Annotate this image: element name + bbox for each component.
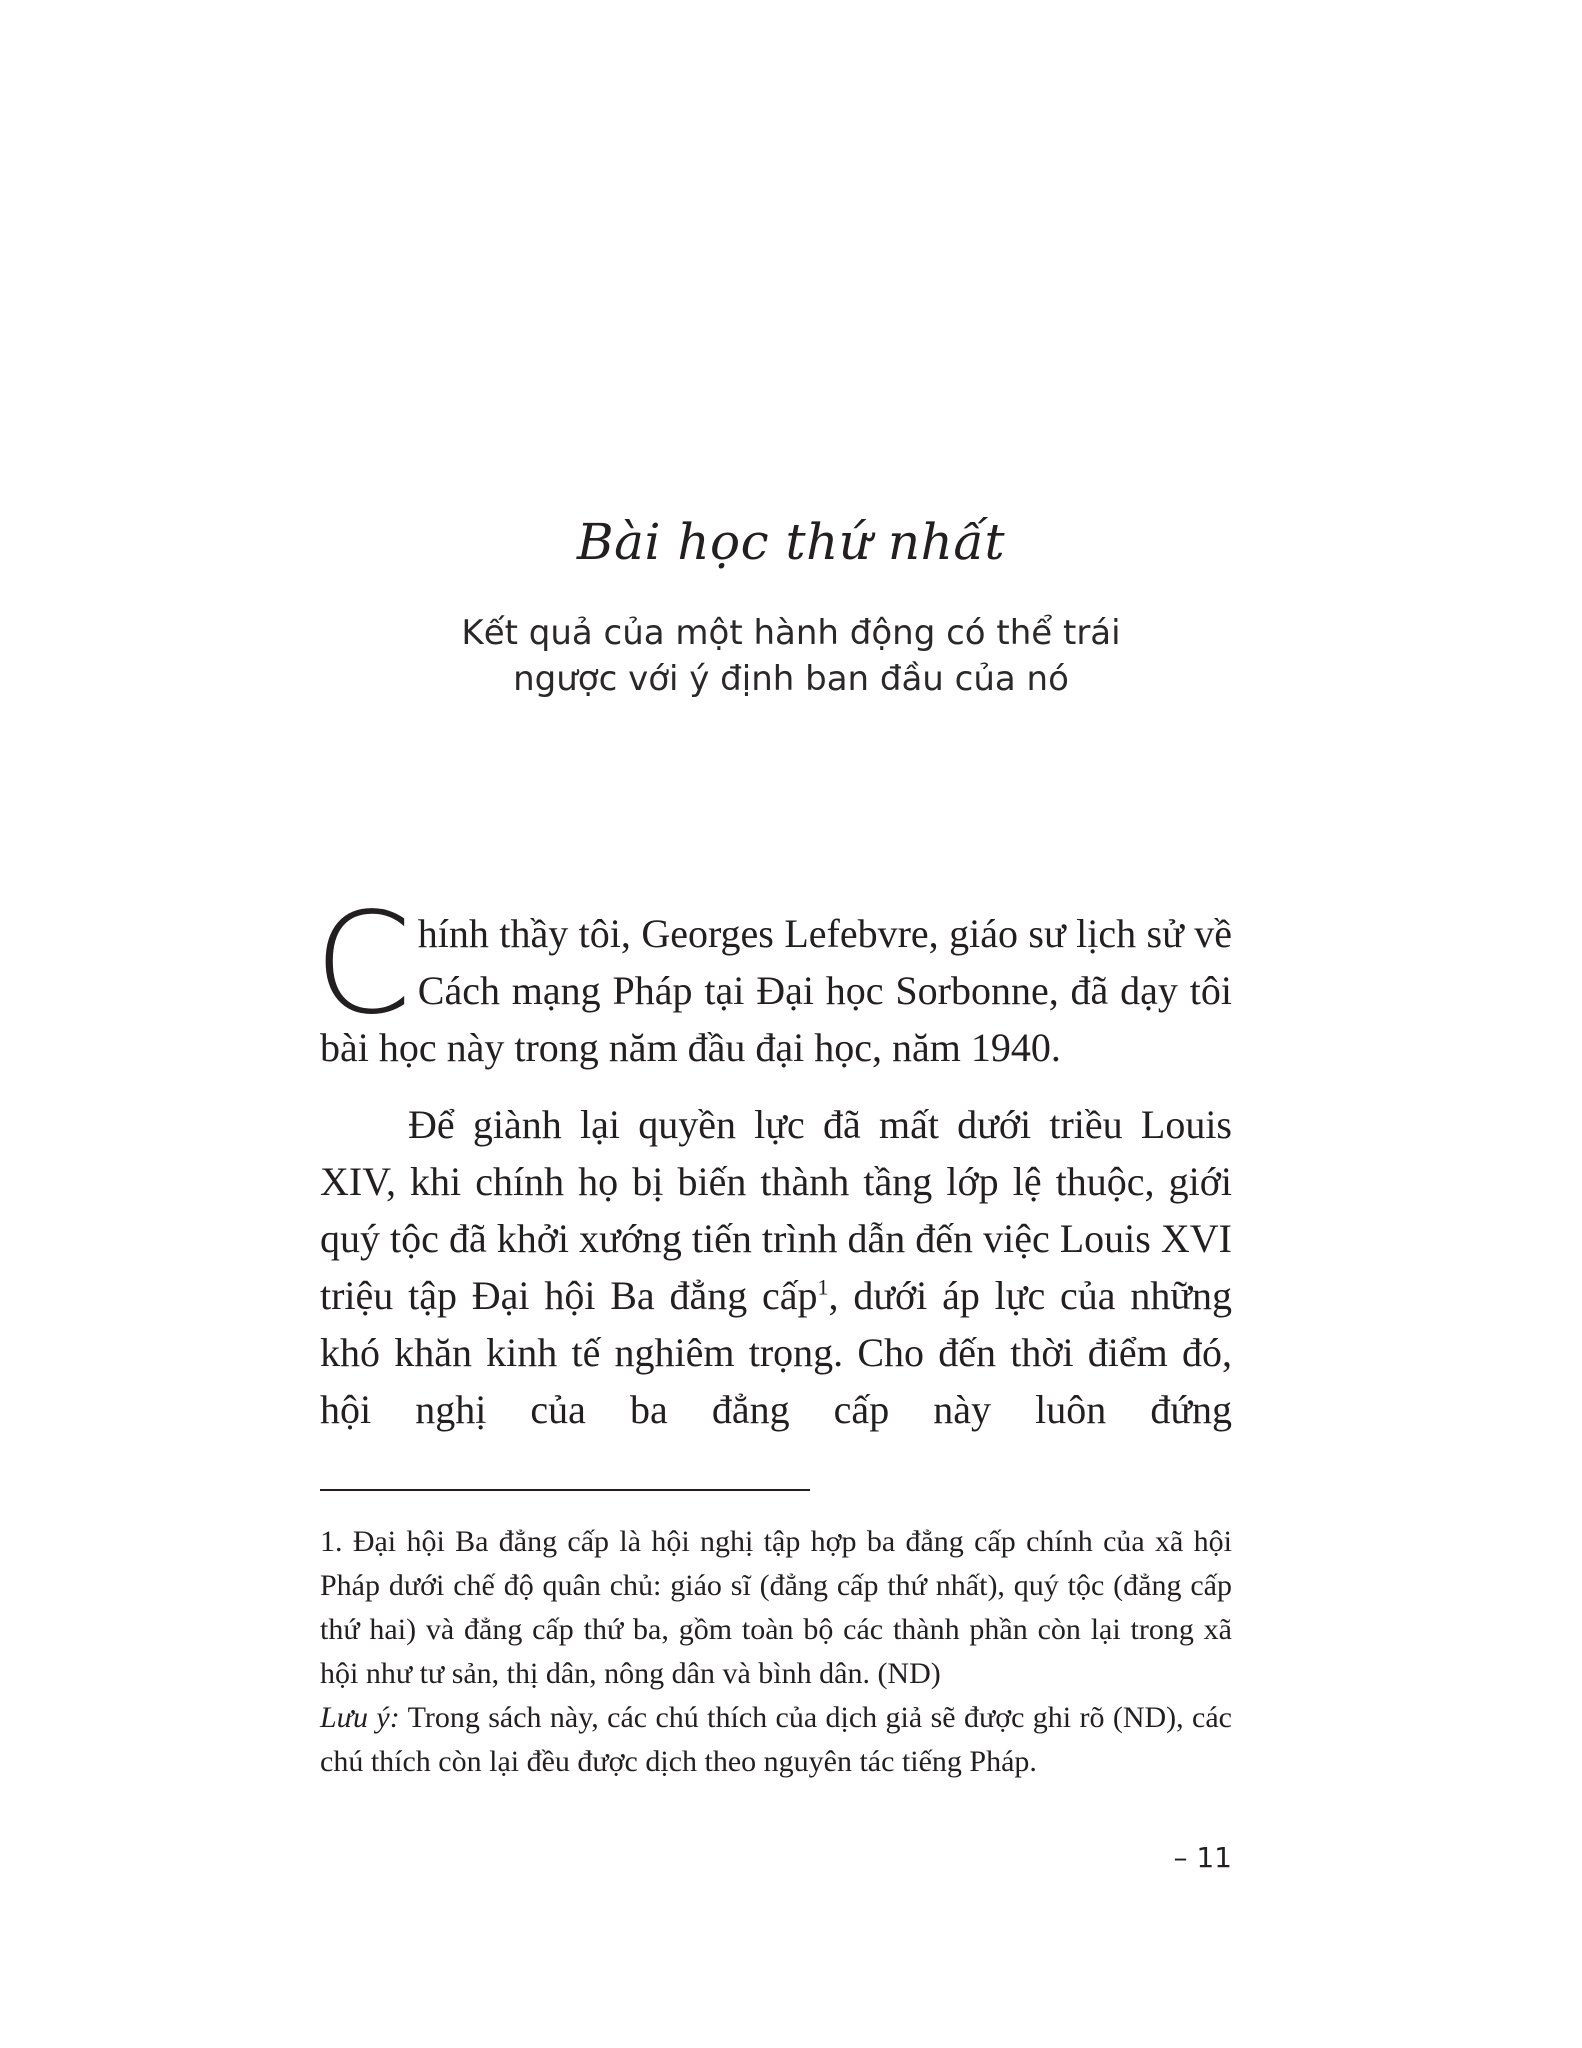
paragraph-1-text: hính thầy tôi, Georges Lefebvre, giáo sư lịch sử về Cách mạng Pháp tại Đại học Sorbonne, đã dạy tôi bài học này trong năm đầu đại học, năm 1940. <box>320 911 1232 1070</box>
footnotes <box>320 1520 1232 1784</box>
chapter-subtitle-line-1: Kết quả của một hành động có thể trái <box>461 613 1121 653</box>
footnote-1: 1. Đại hội Ba đẳng cấp là hội nghị tập hợp ba đẳng cấp chính của xã hội Pháp dưới chế độ quân chủ: giáo sĩ (đẳng cấp thứ nhất), quý tộc (đẳng cấp thứ hai) và đẳng cấp thứ ba, gồm toàn bộ các thành phần còn lại trong xã hội như tư sản, thị dân, nông dân và bình dân. (ND) <box>320 1525 1232 1690</box>
footnote-divider <box>320 1489 810 1491</box>
chapter-subtitle <box>0 610 1582 702</box>
paragraph-2-text-a: Để giành lại quyền lực đã mất dưới triều Louis XIV, khi chính họ bị biến thành tầng lớp lệ thuộc, giới quý tộc đã khởi xướng tiến trình dẫn đến việc Louis XVI triệu tập Đại hội Ba đẳng cấp <box>320 1102 1232 1318</box>
chapter-subtitle-line-2: ngược với ý định ban đầu của nó <box>513 659 1069 699</box>
page-number: – 11 <box>1173 1841 1232 1874</box>
footnote-note <box>320 1696 1232 1784</box>
chapter-title: Bài học thứ nhất <box>576 513 1006 571</box>
body-text <box>314 883 1232 1438</box>
paragraph-2-text-b: , dưới áp lực của những khó khăn kinh tế nghiêm trọng. Cho đến thời điểm đó, hội nghị của ba đẳng cấp này luôn đứng <box>320 1273 1232 1432</box>
paragraph-1 <box>314 883 1232 1076</box>
footnote-note-label: Lưu ý: <box>320 1701 400 1734</box>
footnote-reference[interactable]: 1 <box>817 1274 829 1300</box>
drop-cap: C <box>314 883 412 1046</box>
paragraph-2 <box>320 1096 1232 1438</box>
footnote-note-text: Trong sách này, các chú thích của dịch giả sẽ được ghi rõ (ND), các chú thích còn lại đều được dịch theo nguyên tác tiếng Pháp. <box>320 1701 1232 1778</box>
